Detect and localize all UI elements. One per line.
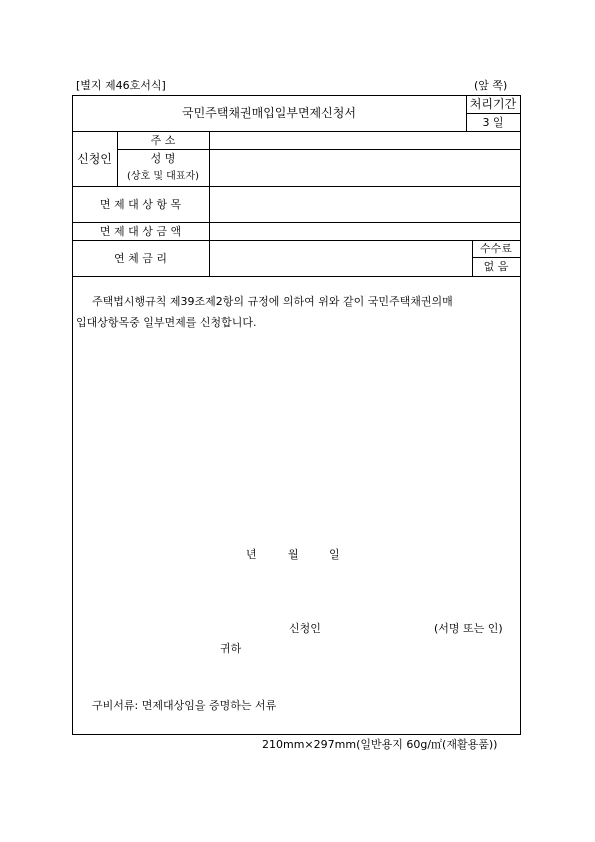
processing-period-label: 처리기간	[469, 97, 517, 111]
date-day-label: 일	[329, 548, 340, 561]
required-documents: 구비서류: 면제대상임을 증명하는 서류	[92, 699, 277, 712]
overdue-interest-field[interactable]	[209, 240, 472, 276]
fee-label: 수수료	[480, 242, 512, 255]
exempt-amount-label: 면 제 대 상 금 액	[99, 224, 182, 238]
processing-period-value: 3 일	[482, 115, 504, 129]
date-year-label: 년	[246, 548, 257, 561]
statement-line-2: 입대상항목중 일부면제를 신청합니다.	[76, 316, 257, 329]
addressee-label: 귀하	[220, 642, 242, 655]
exempt-items-field[interactable]	[209, 186, 520, 222]
statement-line-1: 주택법시행규칙 제39조제2항의 규정에 의하여 위와 같이 국민주택채권의매	[92, 295, 453, 308]
name-field[interactable]	[209, 149, 520, 186]
paper-spec: 210mm×297mm(일반용지 60g/㎡(재활용품))	[262, 738, 498, 751]
overdue-interest-label: 연 체 금 리	[114, 251, 167, 265]
address-field[interactable]	[209, 131, 520, 149]
form-number: [별지 제46호서식]	[76, 79, 166, 92]
exempt-items-label: 면 제 대 상 항 목	[99, 197, 182, 211]
signature-note: (서명 또는 인)	[434, 622, 503, 635]
name-label: 성 명	[150, 151, 176, 165]
applicant-sign-label: 신청인	[289, 622, 321, 635]
exempt-amount-field[interactable]	[209, 222, 520, 240]
name-sub-label: (상호 및 대표자)	[126, 170, 200, 182]
applicant-label: 신청인	[77, 151, 112, 166]
form-title: 국민주택채권매입일부면제신청서	[182, 106, 356, 120]
address-label: 주 소	[150, 133, 176, 147]
fee-value: 없 음	[483, 260, 509, 273]
date-month-label: 월	[288, 548, 299, 561]
page-side-label: (앞 쪽)	[474, 79, 508, 92]
